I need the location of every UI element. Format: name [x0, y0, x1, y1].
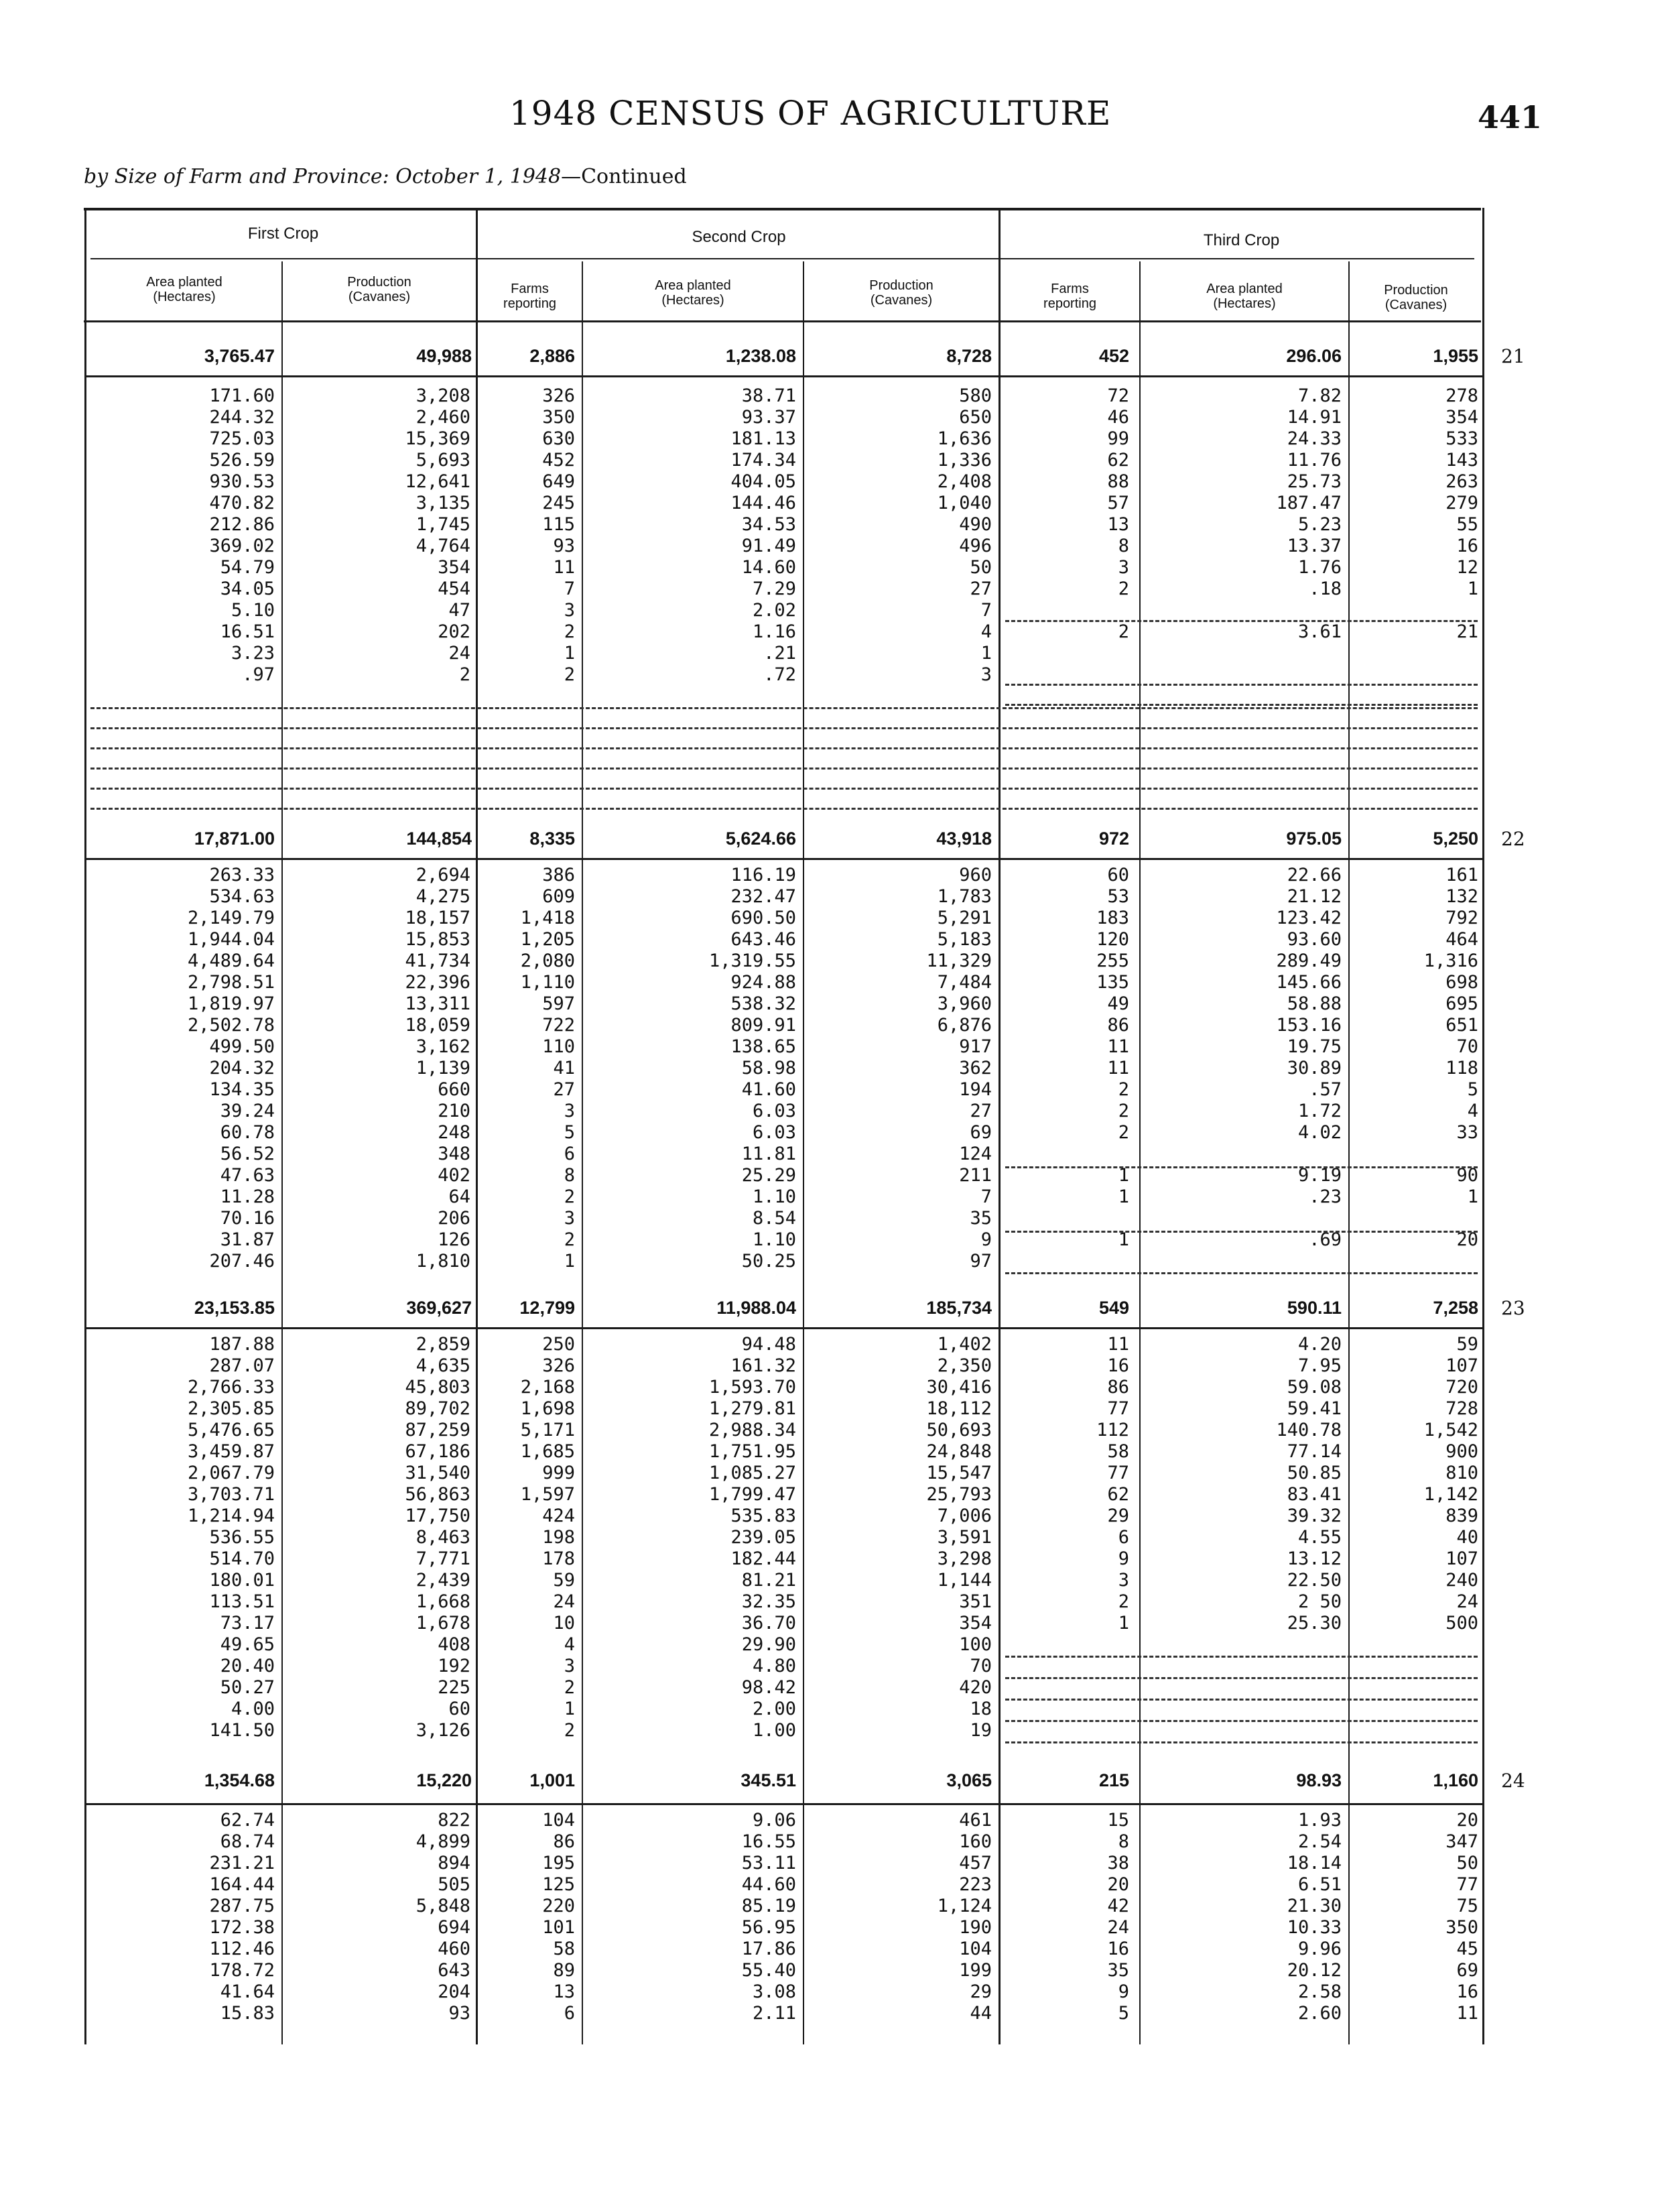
total-cell: 1,354.68: [204, 1770, 275, 1790]
data-column: 326 350 630 452 649 245 115 93 11 7 3 2 1 2: [542, 385, 575, 685]
empty-row-leader: [1005, 1656, 1478, 1658]
data-column: 3,208 2,460 15,369 5,693 12,641 3,135 1,745 4,764 354 454 47 202 24 2: [405, 385, 470, 685]
total-cell: 43,918: [936, 828, 992, 849]
row-number: 21: [1501, 345, 1525, 367]
col-header-line: (Hectares): [1213, 296, 1276, 311]
group-header-second-crop: Second Crop: [692, 228, 786, 246]
total-cell: 549: [1098, 1298, 1129, 1318]
total-cell: 12,799: [519, 1298, 575, 1318]
empty-row-leader: [1005, 684, 1478, 686]
total-cell: 1,955: [1433, 346, 1478, 366]
empty-row-leader: [90, 808, 1478, 810]
total-cell: 590.11: [1287, 1298, 1342, 1318]
data-column: 1,402 2,350 30,416 18,112 50,693 24,848 15,547 25,793 7,006 3,591 3,298 1,144 351 354 100 70 420 18 19: [926, 1334, 992, 1741]
total-cell: 2,886: [529, 346, 575, 366]
empty-row-leader: [1005, 1720, 1478, 1722]
total-rule: [86, 375, 1482, 377]
data-column: 263.33 534.63 2,149.79 1,944.04 4,489.64 2,798.51 1,819.97 2,502.78 499.50 204.32 134.35 39.24 60.78 56.52 47.63 11.28 70.16 31.87 207.46: [187, 865, 275, 1272]
total-cell: 3,065: [946, 1770, 992, 1790]
col-header-line: Production: [1384, 283, 1448, 298]
total-cell: 15,220: [416, 1770, 472, 1790]
data-column: 94.48 161.32 1,593.70 1,279.81 2,988.34 1,751.95 1,085.27 1,799.47 535.83 239.05 182.44 81.21 32.35 36.70 29.90 4.80 98.42 2.00 1.00: [708, 1334, 796, 1741]
section-total-row: [86, 1290, 1486, 1325]
empty-row-leader: [90, 707, 1478, 709]
data-column: 104 86 195 125 220 101 58 89 13 6: [542, 1810, 575, 2024]
data-column: 15 8 38 20 42 24 16 35 9 5: [1107, 1810, 1129, 2024]
total-cell: 5,250: [1433, 828, 1478, 849]
empty-row-leader: [1005, 1166, 1478, 1168]
col-header-line: (Cavanes): [348, 290, 411, 304]
col-header-line: (Hectares): [153, 290, 216, 304]
page-header-title: 1948 CENSUS OF AGRICULTURE: [509, 94, 1112, 133]
col-header-third-farms: [1001, 282, 1139, 311]
data-column: 1.93 2.54 18.14 6.51 21.30 10.33 9.96 20.12 2.58 2.60: [1287, 1810, 1342, 2024]
total-cell: 972: [1098, 828, 1129, 849]
col-header-line: (Cavanes): [870, 293, 933, 308]
data-column: 580 650 1,636 1,336 2,408 1,040 490 496 50 27 7 4 1 3: [937, 385, 992, 685]
total-cell: 23,153.85: [194, 1298, 275, 1318]
col-header-line: Area planted: [655, 278, 731, 293]
col-header-line: Area planted: [1206, 282, 1283, 296]
data-column: 62.74 68.74 231.21 164.44 287.75 172.38 112.46 178.72 41.64 15.83: [209, 1810, 275, 2024]
total-cell: 1,001: [529, 1770, 575, 1790]
empty-row-leader: [1005, 620, 1478, 622]
col-header-second-farms: [478, 282, 582, 311]
col-header-first-production: [283, 275, 476, 304]
row-number: 23: [1501, 1297, 1525, 1319]
total-cell: 7,258: [1433, 1298, 1478, 1318]
col-header-line: Production: [869, 278, 933, 293]
total-rule: [86, 1803, 1482, 1805]
group-header-third-crop: Third Crop: [1203, 231, 1280, 249]
col-header-line: Production: [347, 275, 411, 290]
total-cell: 345.51: [741, 1770, 796, 1790]
total-cell: 98.93: [1296, 1770, 1342, 1790]
data-column: 11 16 86 77 112 58 77 62 29 6 9 3 2 1: [1096, 1334, 1129, 1634]
data-column: 2,859 4,635 45,803 89,702 87,259 67,186 31,540 56,863 17,750 8,463 7,771 2,439 1,668 1,678 408 192 225 60 3,126: [405, 1334, 470, 1741]
empty-row-leader: [90, 767, 1478, 770]
total-cell: 452: [1098, 346, 1129, 366]
total-cell: 296.06: [1286, 346, 1342, 366]
data-column: 386 609 1,418 1,205 2,080 1,110 597 722 110 41 27 3 5 6 8 2 3 2 1: [520, 865, 575, 1272]
data-column: 171.60 244.32 725.03 526.59 930.53 470.82 212.86 369.02 54.79 34.05 5.10 16.51 3.23 .97: [209, 385, 275, 685]
col-header-line: reporting: [503, 296, 556, 311]
col-header-third-production: [1350, 283, 1482, 312]
data-column: 960 1,783 5,291 5,183 11,329 7,484 3,960 6,876 917 362 194 27 69 124 211 7 35 9 97: [926, 865, 992, 1272]
data-column: 9.06 16.55 53.11 44.60 85.19 56.95 17.86 55.40 3.08 2.11: [741, 1810, 796, 2024]
data-column: 461 160 457 223 1,124 190 104 199 29 44: [937, 1810, 992, 2024]
total-cell: 1,238.08: [725, 346, 796, 366]
col-header-first-area: [87, 275, 281, 304]
data-column: 250 326 2,168 1,698 5,171 1,685 999 1,597 424 198 178 59 24 10 4 3 2 1 2: [520, 1334, 575, 1741]
row-number: 24: [1501, 1770, 1525, 1792]
empty-row-leader: [1005, 1741, 1478, 1743]
data-column: 22.66 21.12 123.42 93.60 289.49 145.66 58.88 153.16 19.75 30.89 .57 1.72 4.02 9.19 .23 .69: [1276, 865, 1342, 1250]
header-bottom-rule: [84, 320, 1481, 322]
total-rule: [86, 1327, 1482, 1329]
section-total-row: [86, 821, 1486, 856]
col-header-line: (Hectares): [661, 293, 724, 308]
empty-row-leader: [90, 788, 1478, 790]
data-column: 60 53 183 120 255 135 49 86 11 11 2 2 2 1 1 1: [1096, 865, 1129, 1250]
section-total-row: [86, 1763, 1486, 1798]
data-column: 116.19 232.47 690.50 643.46 1,319.55 924.88 538.32 809.91 138.65 58.98 41.60 6.03 6.03 11.81 25.29 1.10 8.54 1.10 50.25: [708, 865, 796, 1272]
empty-row-leader: [1005, 1231, 1478, 1233]
table-subtitle: [84, 165, 687, 188]
data-column: 2,694 4,275 18,157 15,853 41,734 22,396 13,311 18,059 3,162 1,139 660 210 248 348 402 64 206 126 1,810: [405, 865, 470, 1272]
data-column: 38.71 93.37 181.13 174.34 404.05 144.46 34.53 91.49 14.60 7.29 2.02 1.16 .21 .72: [730, 385, 796, 685]
col-header-line: reporting: [1043, 296, 1096, 311]
empty-row-leader: [1005, 1272, 1478, 1274]
total-cell: 8,728: [946, 346, 992, 366]
empty-row-leader: [1005, 1677, 1478, 1679]
data-column: 59 107 720 728 1,542 900 810 1,142 839 40 107 240 24 500: [1423, 1334, 1478, 1634]
empty-row-leader: [90, 747, 1478, 749]
group-header-first-crop: First Crop: [247, 225, 319, 243]
col-header-line: Farms: [511, 282, 549, 296]
empty-row-leader: [90, 727, 1478, 729]
total-cell: 17,871.00: [194, 828, 275, 849]
data-column: 72 46 99 62 88 57 13 8 3 2 2: [1107, 385, 1129, 642]
data-column: 187.88 287.07 2,766.33 2,305.85 5,476.65 3,459.87 2,067.79 3,703.71 1,214.94 536.55 514.70 180.01 113.51 73.17 49.65 20.40 50.27 4.00 141.50: [187, 1334, 275, 1741]
total-cell: 144,854: [406, 828, 472, 849]
section-total-row: [86, 339, 1486, 373]
total-cell: 185,734: [926, 1298, 992, 1318]
total-cell: 215: [1098, 1770, 1129, 1790]
table-top-rule: [84, 208, 1481, 210]
subtitle-italic: by Size of Farm and Province: October 1, 1948: [84, 165, 562, 188]
data-column: 278 354 533 143 263 279 55 16 12 1 21: [1445, 385, 1478, 642]
col-header-line: Area planted: [146, 275, 222, 290]
total-cell: 8,335: [529, 828, 575, 849]
total-cell: 975.05: [1286, 828, 1342, 849]
empty-row-leader: [1005, 1699, 1478, 1701]
col-header-third-area: [1141, 282, 1348, 311]
total-cell: 3,765.47: [204, 346, 275, 366]
col-header-line: (Cavanes): [1385, 298, 1447, 312]
data-column: 4.20 7.95 59.08 59.41 140.78 77.14 50.85 83.41 39.32 4.55 13.12 22.50 2 50 25.30: [1276, 1334, 1342, 1634]
subtitle-suffix: —Continued: [561, 165, 687, 188]
total-rule: [86, 858, 1482, 860]
total-cell: 5,624.66: [725, 828, 796, 849]
data-column: 7.82 14.91 24.33 11.76 25.73 187.47 5.23 13.37 1.76 .18 3.61: [1276, 385, 1342, 642]
total-cell: 49,988: [416, 346, 472, 366]
col-header-second-area: [583, 278, 803, 308]
row-number: 22: [1501, 828, 1525, 850]
col-header-line: Farms: [1051, 282, 1089, 296]
total-cell: 11,988.04: [716, 1298, 796, 1318]
data-column: 20 347 50 77 75 350 45 69 16 11: [1445, 1810, 1478, 2024]
data-column: 822 4,899 894 505 5,848 694 460 643 204 93: [415, 1810, 470, 2024]
data-column: 161 132 792 464 1,316 698 695 651 70 118 5 4 33 90 1 20: [1423, 865, 1478, 1250]
total-cell: 1,160: [1433, 1770, 1478, 1790]
page-number: 441: [1478, 99, 1543, 135]
total-cell: 369,627: [406, 1298, 472, 1318]
col-header-second-production: [804, 278, 999, 308]
group-divider-rule: [90, 258, 1474, 259]
empty-row-leader: [1005, 704, 1478, 706]
